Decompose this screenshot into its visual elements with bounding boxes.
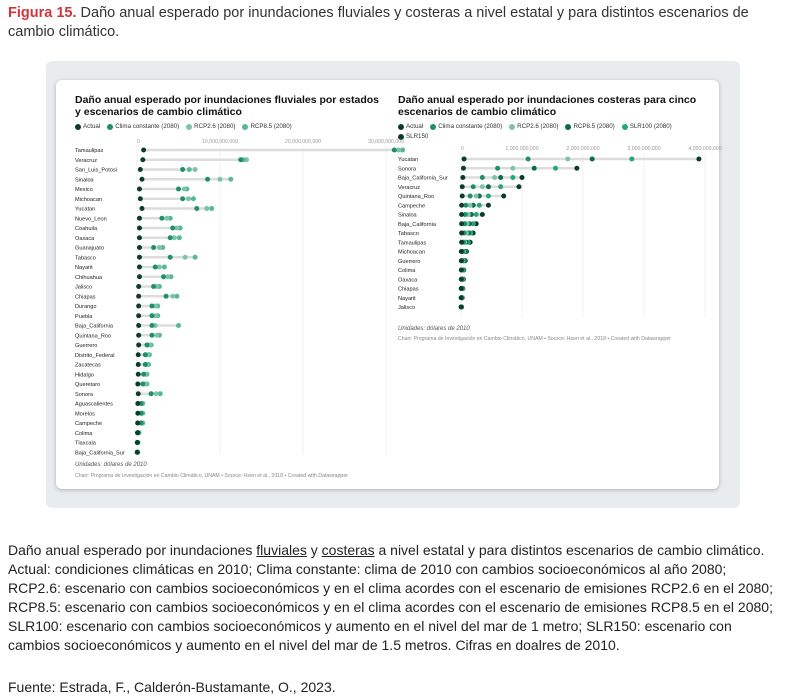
point-actual-jalisco [136,284,141,289]
point-actual-guerrero [459,258,464,263]
category-label: Quintana_Roo [398,194,435,200]
legend-label: Clima constante (2080) [115,123,180,130]
point-rcp2-6-2080-baja-california-sur [492,175,497,180]
point-clima-constante-2080-oaxaca [168,235,173,240]
legend-label: SLR100 (2080) [629,123,672,130]
point-rcp8-5-2080-baja-california-sur [498,175,503,180]
point-rcp8-5-2080-nayarit [162,265,167,270]
point-clima-constante-2080-coahuila [170,226,175,231]
category-label: Campeche [75,421,103,427]
point-actual-aguascalientes [135,401,140,406]
point-actual-nayarit [137,265,142,270]
point-rcp8-5-2080-oaxaca [177,235,182,240]
figure-title-text: Daño anual esperado por inundaciones fluviales y costeras a nivel estatal y para distintos escenarios de cambio climático. [8,5,749,40]
category-label: Veracruz [398,184,421,191]
point-actual-oaxaca [137,235,142,240]
point-clima-constante-2080-michoacan [180,196,185,201]
point-rcp2-6-2080-nuevo-leon [164,216,169,221]
point-rcp2-6-2080-yucatan [204,206,209,211]
point-clima-constante-2080-hidalgo [141,372,146,377]
category-label: Mexico [75,187,93,193]
category-label: Jalisco [75,284,93,291]
point-actual-san-luis-potosi [138,167,143,172]
category-label: Chiapas [398,286,419,293]
category-label: Puebla [75,313,93,320]
coastal-units: Unidades: dólares de 2010 [398,326,470,332]
point-clima-constante-2080-campeche [463,203,468,208]
point-actual-michoacan [459,249,464,254]
point-actual-tamaulipas [459,240,464,245]
point-rcp2-6-2080-veracruz [480,184,485,189]
category-label: Chihuahua [75,274,103,281]
category-label: Queretaro [75,382,101,388]
point-actual-sonora [461,166,466,171]
category-label: Veracruz [75,157,98,164]
point-rcp8-5-2080-sinaloa [228,177,233,182]
point-rcp8-5-2080-yucatan [209,206,214,211]
point-clima-constante-2080-sonora [149,391,154,396]
category-label: Nuevo_Leon [75,216,107,223]
point-actual-colima [135,430,140,435]
point-rcp2-6-2080-quintana-roo [154,333,159,338]
point-slr150-veracruz [516,184,521,189]
point-rcp8-5-2080-veracruz [486,184,491,189]
point-clima-constante-2080-mexico [176,187,181,192]
point-clima-constante-2080-yucatan [526,157,531,162]
point-actual-campeche [459,203,464,208]
figure-caption [8,541,780,655]
point-actual-tamaulipas [141,148,146,153]
point-clima-constante-2080-queretaro [140,382,145,387]
category-label: Guerrero [75,343,98,349]
point-clima-constante-2080-sinaloa [205,177,210,182]
category-label: Distrito_Federal [75,352,115,359]
x-tick-label: 0 [137,139,140,145]
point-actual-nuevo-leon [137,216,142,221]
point-clima-constante-2080-baja-california-sur [480,175,485,180]
point-rcp8-5-2080-san-luis-potosi [187,167,192,172]
category-label: Nayarit [75,265,93,271]
point-rcp8-5-2080-tabasco [193,255,198,260]
point-clima-constante-2080-guanajuato [151,245,156,250]
category-label: Michoacan [398,249,426,256]
point-rcp2-6-2080-sinaloa [218,177,223,182]
category-label: Coahuila [75,226,98,232]
category-label: Jalisco [398,305,416,311]
point-actual-quintana-roo [460,194,465,199]
point-clima-constante-2080-guerrero [144,343,149,348]
point-clima-constante-2080-veracruz [471,184,476,189]
fluvial-chart-title: Daño anual esperado por inundaciones fluviales por estados y escenarios de cambio climático [75,94,379,118]
figure-label: Figura 15. [8,5,77,21]
point-rcp2-6-2080-michoacan [186,196,191,201]
category-label: Sinaloa [398,212,417,219]
point-clima-constante-2080-tamaulipas [392,148,397,153]
point-clima-constante-2080-chiapas [164,294,169,299]
category-label: Colima [75,430,93,437]
point-slr100-2080-baja-california-sur [510,175,515,180]
category-label: Campeche [398,203,426,210]
point-rcp2-6-2080-san-luis-potosi [193,167,198,172]
point-clima-constante-2080-san-luis-potosi [180,167,185,172]
point-actual-puebla [136,313,141,318]
category-label: Tabasco [398,231,419,237]
category-label: Hidalgo [75,372,94,379]
point-rcp8-5-2080-baja-california [176,323,181,328]
x-tick-label: 20,000,000,000 [284,139,322,145]
point-actual-guerrero [136,343,141,348]
point-rcp2-6-2080-campeche [468,203,473,208]
point-actual-yucatan [462,157,467,162]
category-label: Morelos [75,411,95,418]
point-actual-sinaloa [139,177,144,182]
point-actual-mexico [137,187,142,192]
category-label: Guanajuato [75,245,104,252]
point-rcp2-6-2080-guanajuato [157,245,162,250]
point-clima-constante-2080-baja-california [149,323,154,328]
coastal-chart-title: Daño anual esperado por inundaciones costeras para cinco escenarios de cambio climático [398,94,697,118]
point-actual-campeche [135,421,140,426]
point-slr100-2080-campeche [477,203,482,208]
category-label: Yucatan [398,157,419,163]
point-actual-durango [136,304,141,309]
category-label: Tabasco [75,255,96,262]
category-label: Baja_California_Sur [75,450,125,457]
point-actual-baja-california-sur [460,175,465,180]
point-actual-chiapas [459,286,464,291]
point-clima-constante-2080-veracruz [238,157,243,162]
category-label: Baja_California [75,323,113,330]
point-actual-hidalgo [136,372,141,377]
point-actual-oaxaca [459,277,464,282]
point-actual-veracruz [140,157,145,162]
point-slr150-baja-california-sur [520,175,525,180]
point-slr150-sinaloa [480,212,485,217]
coastal-source: Chart: Programa de Investigación en Cambio Climático, UNAM • Source: Hsen et al., 2018 • Created with Datawrapper [398,336,671,342]
category-label: Michoacan [75,196,103,203]
x-tick-label: 0 [461,146,464,152]
point-clima-constante-2080-puebla [149,313,154,318]
point-actual-tabasco [137,255,142,260]
fluvial-units: Unidades: dólares de 2010 [75,462,147,468]
category-label: Sonora [75,391,94,398]
point-actual-quintana-roo [136,333,141,338]
x-tick-label: 3,000,000,000 [627,146,661,152]
point-actual-morelos [135,411,140,416]
point-actual-colima [459,268,464,273]
category-label: Baja_California [398,221,436,228]
caption-link-fluviales[interactable]: fluviales [256,542,307,558]
point-actual-zacatecas [136,362,141,367]
x-tick-label: 30,000,000,000 [367,139,405,145]
point-actual-chiapas [136,294,141,299]
x-tick-label: 10,000,000,000 [201,139,239,145]
caption-text-3: a nivel estatal y para distintos escenarios de cambio climático. Actual: condiciones climáticas en 2010; Clima constante: clima de 2010 con cambios socioeconómicos al año 2080; RCP2.6: escenario con cambios socioeconómicos y en el clima acordes con el escenario de emisiones RCP2.6 en el 2080; RCP8.5: escenario con cambios socioeconómicos y en el clima acordes con el escenario de emisiones RCP8.5 en el 2080; SLR100: escenario con cambios socioeconómicos y aumento en el nivel del mar de 1 metro; SLR150: escenario con cambios socioeconómicos y aumento en el nivel del mar de 1.5 metros. Cifras en doalres de 2010. [8,542,773,653]
point-actual-guanajuato [137,245,142,250]
legend-label: RCP2.6 (2080) [517,123,559,130]
point-rcp2-6-2080-mexico [182,187,187,192]
legend-label: SLR150 [406,133,429,140]
point-clima-constante-2080-nayarit [153,265,158,270]
point-actual-jalisco [459,305,464,310]
point-rcp8-5-2080-sonora [532,166,537,171]
point-clima-constante-2080-zacatecas [143,362,148,367]
point-actual-queretaro [135,382,140,387]
point-actual-tlaxcala [135,440,140,445]
point-clima-constante-2080-quintana-roo [149,333,154,338]
legend-label: RCP8.5 (2080) [573,123,615,130]
category-label: Quintana_Roo [75,333,112,340]
point-clima-constante-2080-durango [149,304,154,309]
category-label: Zacatecas [75,362,101,369]
x-tick-label: 1,000,000,000 [505,146,539,152]
caption-link-costeras[interactable]: costeras [321,542,375,558]
point-actual-baja-california [459,221,464,226]
point-rcp8-5-2080-michoacan [191,196,196,201]
caption-text-1: Daño anual esperado por inundaciones [8,542,257,558]
point-clima-constante-2080-tabasco [168,255,173,260]
category-label: Tamaulipas [398,240,427,247]
point-slr150-sonora [574,166,579,171]
x-tick-label: 2,000,000,000 [566,146,600,152]
point-actual-distrito-federal [136,352,141,357]
legend-label: RCP8.5 (2080) [250,123,292,130]
category-label: Nayarit [398,295,416,302]
point-slr100-2080-sinaloa [474,212,479,217]
point-clima-constante-2080-yucatan [194,206,199,211]
category-label: Tamaulipas [75,148,104,154]
source-citation: Fuente: Estrada, F., Calderón-Bustamante, O., 2023. [8,679,336,695]
point-slr100-2080-yucatan [629,157,634,162]
point-rcp2-6-2080-yucatan [565,157,570,162]
point-slr100-2080-sonora [553,166,558,171]
legend-label: Actual [406,123,424,130]
point-slr150-quintana-roo [501,194,506,199]
point-rcp2-6-2080-sonora [154,391,159,396]
point-actual-veracruz [460,184,465,189]
category-label: Yucatan [75,206,96,213]
point-slr150-campeche [486,203,491,208]
point-rcp8-5-2080-yucatan [590,157,595,162]
legend-label: Clima constante (2080) [438,123,503,130]
caption-text-2: y [306,542,322,558]
category-label: Chiapas [75,294,96,301]
category-label: Baja_California_Sur [398,175,448,182]
point-actual-tabasco [459,231,464,236]
point-actual-chihuahua [137,274,142,279]
point-actual-michoacan [138,196,143,201]
category-label: San_Luis_Potosi [75,167,117,174]
point-rcp2-6-2080-chiapas [170,294,175,299]
point-actual-coahuila [137,226,142,231]
point-slr150-yucatan [696,157,701,162]
point-clima-constante-2080-chihuahua [161,274,166,279]
point-slr100-2080-veracruz [498,184,503,189]
point-rcp2-6-2080-tabasco [183,255,188,260]
legend-label: Actual [83,123,101,130]
category-label: Tlaxcala [75,440,96,447]
point-clima-constante-2080-sonora [495,166,500,171]
point-clima-constante-2080-quintana-roo [468,194,473,199]
point-actual-baja-california-sur [135,450,140,455]
point-rcp2-6-2080-sonora [510,166,515,171]
point-rcp2-6-2080-quintana-roo [474,194,479,199]
x-tick-label: 4,000,000,000 [688,146,722,152]
point-actual-nayarit [459,295,464,300]
category-label: Oaxaca [398,277,418,284]
category-label: Oaxaca [75,235,95,242]
point-clima-constante-2080-nuevo-leon [159,216,164,221]
point-actual-yucatan [139,206,144,211]
category-label: Aguascalientes [75,401,113,408]
point-actual-sinaloa [459,212,464,217]
category-label: Durango [75,304,97,310]
fluvial-source: Chart: Programa de Investigación en Cambio Climático, UNAM • Source: Hsen et al., 2018 • Created with Datawrapper [75,473,348,479]
category-label: Guerrero [398,258,421,265]
point-slr100-2080-quintana-roo [486,194,491,199]
category-label: Colima [398,268,416,274]
legend-label: RCP2.6 (2080) [194,123,236,130]
point-clima-constante-2080-jalisco [151,284,156,289]
point-actual-baja-california [136,323,141,328]
point-clima-constante-2080-distrito-federal [143,352,148,357]
point-actual-sonora [136,391,141,396]
category-label: Sinaloa [75,177,94,184]
category-label: Sonora [398,166,417,173]
